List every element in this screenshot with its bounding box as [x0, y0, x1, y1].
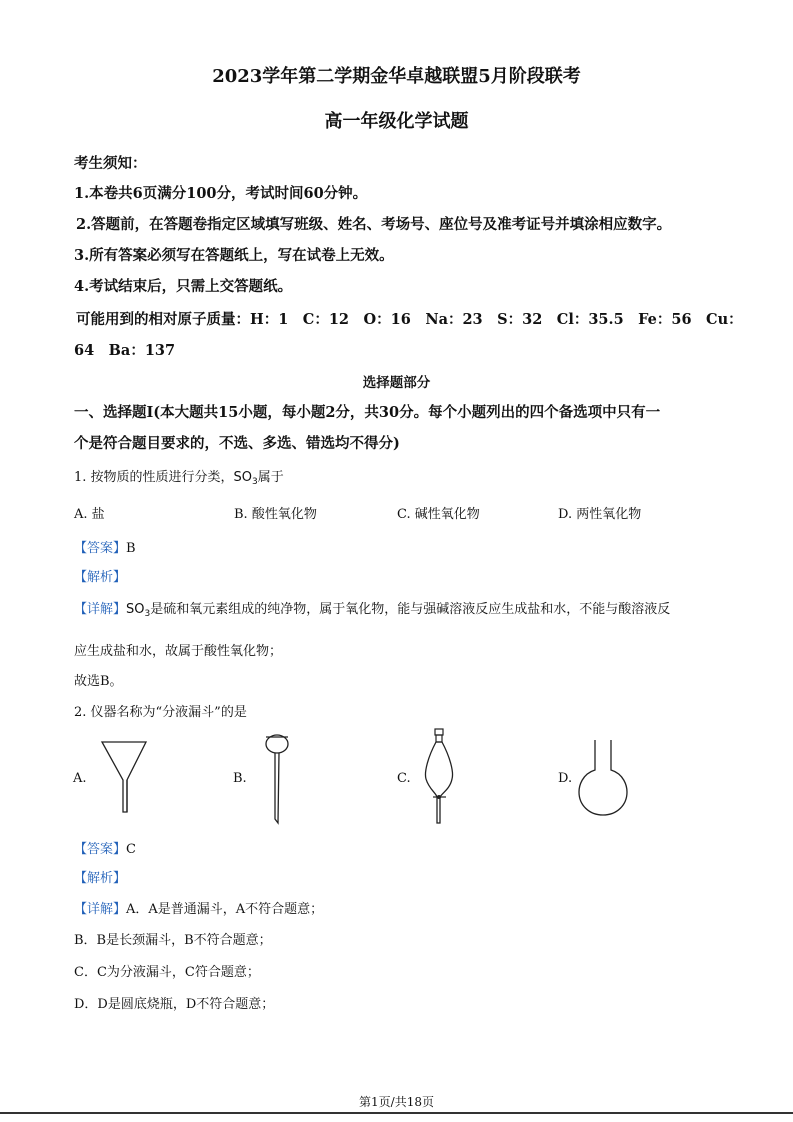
detail-line: D．D是圆底烧瓶，D不符合题意； [74, 997, 275, 1012]
option-d: D. 两性氧化物 [558, 507, 642, 522]
round-bottom-flask-icon [576, 738, 630, 818]
option-c: C. 碱性氧化物 [397, 507, 480, 522]
section-instruction: 个是符合题目要求的，不选、多选、错选均不得分) [74, 435, 400, 452]
section-title: 选择题部分 [362, 375, 431, 391]
question-1-stem-tail: 属于 [257, 470, 284, 485]
exam-subtitle: 高一年级化学试题 [324, 111, 469, 132]
detail-line [74, 598, 670, 619]
option-c-label: C. [397, 771, 411, 786]
section-instruction: 一、选择题I(本大题共15小题，每小题2分，共30分。每个小题列出的四个备选项中只有一 [74, 404, 661, 421]
exam-title: 2023学年第二学期金华卓越联盟5月阶段联考 [212, 66, 581, 87]
detail-line: 应生成盐和水，故属于酸性氧化物； [74, 644, 283, 659]
notice-item: 4.考试结束后，只需上交答题纸。 [74, 278, 293, 295]
answer-value: C [126, 842, 136, 857]
notice-item: 3.所有答案必须写在答题纸上，写在试卷上无效。 [74, 247, 394, 264]
detail-tag: 【详解】 [74, 902, 127, 917]
so3-formula [126, 602, 150, 617]
detail-text: A．A是普通漏斗，A不符合题意； [126, 902, 324, 917]
option-a: A. 盐 [74, 507, 105, 522]
answer-tag: 【答案】 [74, 541, 127, 556]
separatory-funnel-icon [420, 727, 460, 827]
notice-item: 2.答题前，在答题卷指定区域填写班级、姓名、考场号、座位号及准考证号并填涂相应数字。 [76, 216, 672, 233]
detail-line [74, 898, 323, 917]
atomic-mass-line: 64 Ba：137 [74, 342, 176, 359]
option-a-label: A. [73, 771, 87, 786]
question-1-stem [74, 466, 284, 487]
formula-subscript: 3 [144, 609, 151, 619]
option-b: B. 酸性氧化物 [234, 507, 317, 522]
formula-subscript: 3 [252, 477, 258, 487]
detail-text: 是硫和氧元素组成的纯净物，属于氧化物，能与强碱溶液反应生成盐和水，不能与酸溶液反 [150, 602, 671, 617]
analysis-tag: 【解析】 [74, 871, 127, 886]
detail-line: B．B是长颈漏斗，B不符合题意； [74, 933, 272, 948]
question-2-stem: 2. 仪器名称为“分液漏斗”的是 [74, 705, 247, 720]
formula-base: SO [233, 470, 253, 485]
formula-base: SO [126, 602, 145, 617]
answer-value: B [126, 541, 136, 556]
so3-formula [234, 470, 258, 485]
answer-tag: 【答案】 [74, 842, 127, 857]
analysis-tag: 【解析】 [74, 570, 127, 585]
atomic-mass-line: 可能用到的相对原子质量：H：1 C：12 O：16 Na：23 S：32 Cl：35.5 Fe：56 Cu： [76, 311, 743, 328]
question-1-stem-text: 1. 按物质的性质进行分类， [74, 470, 234, 485]
notice-item: 1.本卷共6页满分100分，考试时间60分钟。 [74, 185, 368, 202]
answer-line [74, 838, 136, 857]
option-b-label: B. [233, 771, 247, 786]
long-neck-funnel-icon [262, 731, 294, 826]
option-d-label: D. [558, 771, 573, 786]
notice-heading: 考生须知： [74, 155, 147, 172]
page-number: 第1页/共18页 [359, 1095, 434, 1109]
funnel-icon [100, 738, 150, 818]
answer-line [74, 537, 136, 556]
conclusion-line: 故选B。 [74, 674, 123, 689]
footer-rule [0, 1112, 793, 1114]
detail-tag: 【详解】 [74, 602, 127, 617]
detail-line: C．C为分液漏斗，C符合题意； [74, 965, 260, 980]
